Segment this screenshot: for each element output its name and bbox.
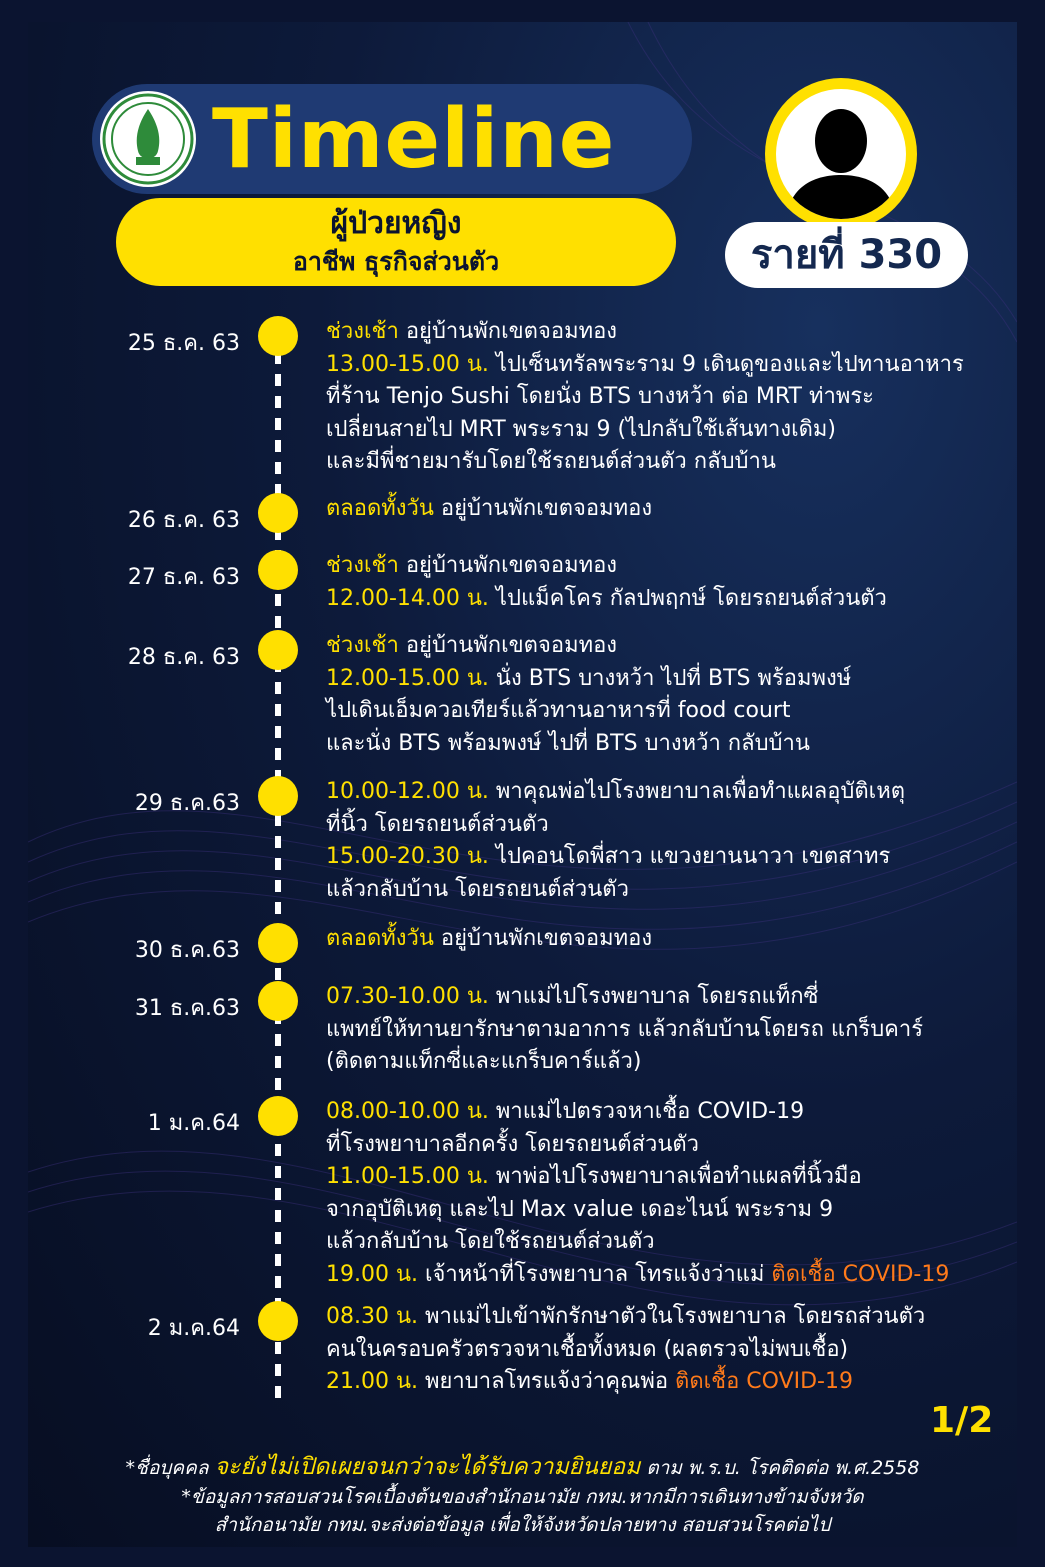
entry-description (326, 776, 1026, 906)
description-text: อยู่บ้านพักเขตจอมทอง (433, 926, 653, 951)
description-line (326, 493, 1026, 526)
description-text: อยู่บ้านพักเขตจอมทอง (398, 319, 618, 344)
patient-info-banner (116, 198, 676, 286)
description-text: พาคุณพ่อไปโรงพยาบาลเพื่อทำแผลอุบัติเหตุ (488, 779, 905, 804)
description-line (326, 776, 1026, 809)
patient-type: ผู้ป่วยหญิง (330, 206, 462, 241)
timeline-dot-icon (258, 316, 298, 356)
description-line (326, 381, 1026, 414)
entry-description (326, 981, 1026, 1079)
timeline-dot-icon (258, 493, 298, 533)
description-line (326, 1301, 1026, 1334)
description-text: อยู่บ้านพักเขตจอมทอง (398, 553, 618, 578)
description-line (326, 809, 1026, 842)
description-line (326, 349, 1026, 382)
time-label: ช่วงเช้า (326, 319, 399, 344)
page-indicator: 1/2 (930, 1400, 994, 1441)
description-text: ไปคอนโดพี่สาว แขวงยานนาวา เขตสาทร (488, 844, 891, 869)
description-text: ที่ร้าน Tenjo Sushi โดยนั่ง BTS บางหว้า ต่อ MRT ท่าพระ (326, 384, 874, 409)
time-label: 12.00-14.00 น. (326, 585, 489, 611)
time-label: 15.00-20.30 น. (326, 844, 489, 869)
entry-description (326, 1096, 1026, 1291)
description-line (326, 583, 1026, 616)
entry-date: 31 ธ.ค.63 (134, 996, 240, 1021)
description-line (326, 1226, 1026, 1259)
description-text: ที่นิ้ว โดยรถยนต์ส่วนตัว (326, 811, 549, 837)
description-line (326, 1129, 1026, 1162)
footnote-highlight: จะยังไม่เปิดเผยจนกว่าจะได้รับความยินยอม (214, 1454, 641, 1480)
description-line (326, 923, 1026, 956)
time-label: 07.30-10.00 น. (326, 984, 489, 1009)
infection-alert: ติดเชื้อ COVID-19 (675, 1369, 853, 1394)
footnote-line-1 (0, 1452, 1045, 1483)
timeline-dot-icon (258, 923, 298, 963)
description-line (326, 446, 1026, 479)
description-line (326, 695, 1026, 728)
page-title: Timeline (212, 92, 616, 187)
time-label: 08.00-10.00 น. (326, 1099, 489, 1124)
entry-description (326, 630, 1026, 760)
timeline-dot-icon (258, 776, 298, 816)
description-line (326, 414, 1026, 447)
avatar-silhouette-icon (776, 89, 906, 219)
entry-date: 25 ธ.ค. 63 (127, 331, 240, 356)
description-text: แพทย์ให้ทานยารักษาตามอาการ แล้วกลับบ้านโดยรถ แกร็บคาร์ (326, 1016, 924, 1042)
description-line (326, 1259, 1026, 1292)
entry-date: 29 ธ.ค.63 (134, 791, 240, 816)
description-text: และมีพี่ชายมารับโดยใช้รถยนต์ส่วนตัว กลับบ้าน (326, 449, 776, 474)
description-line (326, 841, 1026, 874)
description-text: ไปเดินเอ็มควอเทียร์แล้วทานอาหารที่ food court (326, 698, 791, 723)
description-line (326, 874, 1026, 907)
timeline-dot-icon (258, 630, 298, 670)
entry-description (326, 1301, 1026, 1399)
avatar (765, 78, 917, 230)
entry-description (326, 550, 1026, 615)
description-line (326, 316, 1026, 349)
description-line (326, 663, 1026, 696)
timeline-dot-icon (258, 1301, 298, 1341)
description-text: นั่ง BTS บางหว้า ไปที่ BTS พร้อมพงษ์ (488, 665, 852, 691)
time-label: 08.30 น. (326, 1304, 419, 1329)
entry-description (326, 923, 1026, 956)
description-line (326, 1334, 1026, 1367)
infection-alert: ติดเชื้อ COVID-19 (771, 1261, 950, 1287)
description-text: แล้วกลับบ้าน โดยใช้รถยนต์ส่วนตัว (326, 1229, 655, 1254)
description-text: ไปแม็คโคร กัลปพฤกษ์ โดยรถยนต์ส่วนตัว (488, 585, 887, 611)
description-line (326, 1161, 1026, 1194)
description-line (326, 1014, 1026, 1047)
description-text: เปลี่ยนสายไป MRT พระราม 9 (ไปกลับใช้เส้นทางเดิม) (326, 416, 837, 442)
time-label: 10.00-12.00 น. (326, 779, 489, 804)
time-label: 21.00 น. (326, 1369, 419, 1394)
description-line (326, 630, 1026, 663)
description-text: ไปเซ็นทรัลพระราม 9 เดินดูของและไปทานอาหาร (488, 351, 964, 377)
timeline-dot-icon (258, 1096, 298, 1136)
entry-description (326, 316, 1026, 479)
entry-date: 30 ธ.ค.63 (134, 938, 240, 963)
description-text: พาแม่ไปตรวจหาเชื้อ COVID-19 (488, 1099, 805, 1124)
description-text: อยู่บ้านพักเขตจอมทอง (433, 496, 653, 521)
timeline-dot-icon (258, 550, 298, 590)
description-text: จากอุบัติเหตุ และไป Max value เดอะไนน์ พระราม 9 (326, 1196, 834, 1222)
description-text: พาพ่อไปโรงพยาบาลเพื่อทำแผลที่นิ้วมือ (488, 1164, 862, 1189)
description-line (326, 1194, 1026, 1227)
entry-date: 28 ธ.ค. 63 (127, 645, 240, 670)
description-text: เจ้าหน้าที่โรงพยาบาล โทรแจ้งว่าแม่ (418, 1261, 772, 1287)
time-label: 11.00-15.00 น. (326, 1164, 489, 1189)
time-label: 13.00-15.00 น. (326, 351, 489, 377)
time-label: ตลอดทั้งวัน (326, 926, 434, 951)
footnote-line-3: สำนักอนามัย กทม.จะส่งต่อข้อมูล เพื่อให้จังหวัดปลายทาง สอบสวนโรคต่อไป (214, 1514, 831, 1536)
description-line (326, 728, 1026, 761)
footnote-suffix: ตาม พ.ร.บ. โรคติดต่อ พ.ศ.2558 (640, 1457, 920, 1479)
time-label: 19.00 น. (326, 1261, 419, 1287)
description-text: ที่โรงพยาบาลอีกครั้ง โดยรถยนต์ส่วนตัว (326, 1131, 700, 1157)
footnote-line-2: *ข้อมูลการสอบสวนโรคเบื้องต้นของสำนักอนามัย กทม.หากมีการเดินทางข้ามจังหวัด (181, 1486, 864, 1508)
description-line (326, 1366, 1026, 1399)
time-label: ช่วงเช้า (326, 633, 399, 658)
footnote-prefix: *ชื่อบุคคล (125, 1457, 215, 1479)
entry-date: 26 ธ.ค. 63 (127, 508, 240, 533)
entry-date: 1 ม.ค.64 (147, 1111, 240, 1136)
case-number-badge: รายที่ 330 (725, 222, 968, 288)
bma-seal-logo (100, 91, 196, 187)
description-text: พาแม่ไปเข้าพักรักษาตัวในโรงพยาบาล โดยรถส่วนตัว (418, 1304, 926, 1329)
description-text: (ติดตามแท็กซี่และแกร็บคาร์แล้ว) (326, 1049, 642, 1074)
description-line (326, 981, 1026, 1014)
description-line (326, 1096, 1026, 1129)
entry-date: 2 ม.ค.64 (147, 1316, 240, 1341)
description-text: อยู่บ้านพักเขตจอมทอง (398, 633, 618, 658)
description-line (326, 550, 1026, 583)
patient-occupation: อาชีพ ธุรกิจส่วนตัว (292, 247, 500, 276)
description-text: และนั่ง BTS พร้อมพงษ์ ไปที่ BTS บางหว้า กลับบ้าน (326, 730, 810, 756)
description-text: พยาบาลโทรแจ้งว่าคุณพ่อ (418, 1369, 676, 1394)
time-label: ตลอดทั้งวัน (326, 496, 434, 521)
timeline-line (275, 330, 281, 1400)
description-text: พาแม่ไปโรงพยาบาล โดยรถแท็กซี่ (488, 984, 819, 1009)
entry-description (326, 493, 1026, 526)
timeline-dot-icon (258, 981, 298, 1021)
description-text: แล้วกลับบ้าน โดยรถยนต์ส่วนตัว (326, 876, 629, 902)
entry-date: 27 ธ.ค. 63 (127, 565, 240, 590)
time-label: 12.00-15.00 น. (326, 665, 489, 691)
description-text: คนในครอบครัวตรวจหาเชื้อทั้งหมด (ผลตรวจไม่พบเชื้อ) (326, 1336, 849, 1362)
description-line (326, 1046, 1026, 1079)
time-label: ช่วงเช้า (326, 553, 399, 578)
